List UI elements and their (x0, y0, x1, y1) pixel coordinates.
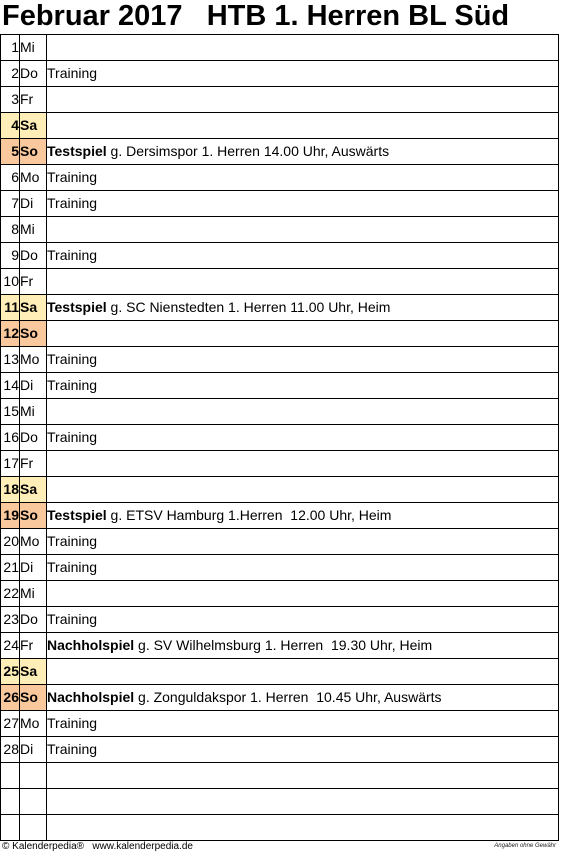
weekday: So (20, 139, 47, 165)
event-text: Training (47, 611, 98, 627)
event-text: Training (47, 65, 98, 81)
weekday: So (20, 685, 47, 711)
event-text: g. Zonguldakspor 1. Herren 10.45 Uhr, Auswärts (134, 689, 442, 705)
event-type: Testspiel (47, 507, 107, 523)
event-cell (47, 711, 559, 737)
weekday: Sa (20, 295, 47, 321)
day-number (1, 763, 20, 789)
day-number (1, 789, 20, 815)
weekday: Di (20, 555, 47, 581)
calendar-row (1, 347, 559, 373)
calendar-row (1, 139, 559, 165)
calendar-row (1, 191, 559, 217)
day-number: 4 (1, 113, 20, 139)
event-cell (47, 737, 559, 763)
event-text: g. SV Wilhelmsburg 1. Herren 19.30 Uhr, Heim (134, 637, 433, 653)
event-cell (47, 399, 559, 425)
event-cell (47, 477, 559, 503)
calendar-row (1, 815, 559, 841)
event-cell (47, 763, 559, 789)
day-number: 19 (1, 503, 20, 529)
weekday: Fr (20, 87, 47, 113)
calendar-row (1, 633, 559, 659)
calendar-row (1, 711, 559, 737)
event-text: Training (47, 247, 98, 263)
event-cell (47, 347, 559, 373)
calendar-row (1, 269, 559, 295)
weekday (20, 763, 47, 789)
event-type: Testspiel (47, 143, 107, 159)
calendar-row (1, 61, 559, 87)
event-cell (47, 191, 559, 217)
weekday: Fr (20, 269, 47, 295)
day-number: 22 (1, 581, 20, 607)
event-text: Training (47, 169, 98, 185)
day-number: 16 (1, 425, 20, 451)
calendar-row (1, 35, 559, 61)
calendar-row (1, 451, 559, 477)
event-text: g. SC Nienstedten 1. Herren 11.00 Uhr, Heim (106, 299, 391, 315)
calendar-row (1, 87, 559, 113)
weekday: Do (20, 243, 47, 269)
day-number: 15 (1, 399, 20, 425)
event-text: Training (47, 195, 98, 211)
event-cell (47, 685, 559, 711)
calendar-row (1, 217, 559, 243)
calendar-row (1, 659, 559, 685)
event-cell (47, 113, 559, 139)
event-text: Training (47, 741, 98, 757)
event-cell (47, 269, 559, 295)
event-cell (47, 139, 559, 165)
event-text: Training (47, 377, 98, 393)
day-number: 25 (1, 659, 20, 685)
event-cell (47, 373, 559, 399)
event-cell (47, 61, 559, 87)
event-cell (47, 217, 559, 243)
event-type: Testspiel (47, 299, 107, 315)
weekday: Mo (20, 711, 47, 737)
calendar-row (1, 425, 559, 451)
weekday: So (20, 503, 47, 529)
weekday: Mo (20, 347, 47, 373)
weekday: Di (20, 737, 47, 763)
weekday: Sa (20, 477, 47, 503)
day-number: 18 (1, 477, 20, 503)
event-cell (47, 581, 559, 607)
weekday: Fr (20, 451, 47, 477)
calendar-row (1, 763, 559, 789)
day-number: 6 (1, 165, 20, 191)
weekday: Di (20, 373, 47, 399)
event-text: Training (47, 533, 98, 549)
calendar-row (1, 373, 559, 399)
event-cell (47, 295, 559, 321)
weekday: Do (20, 61, 47, 87)
day-number: 5 (1, 139, 20, 165)
day-number: 9 (1, 243, 20, 269)
day-number: 23 (1, 607, 20, 633)
weekday (20, 815, 47, 841)
calendar-row (1, 581, 559, 607)
event-text: Training (47, 429, 98, 445)
event-type: Nachholspiel (47, 689, 135, 705)
calendar-row (1, 477, 559, 503)
weekday: Do (20, 425, 47, 451)
event-text: g. Dersimspor 1. Herren 14.00 Uhr, Auswärts (106, 143, 390, 159)
day-number: 20 (1, 529, 20, 555)
day-number: 28 (1, 737, 20, 763)
calendar-row (1, 399, 559, 425)
calendar-table (0, 34, 559, 841)
day-number: 3 (1, 87, 20, 113)
event-cell (47, 659, 559, 685)
day-number (1, 815, 20, 841)
footer-disclaimer: Angaben ohne Gewähr (494, 843, 556, 849)
calendar-row (1, 113, 559, 139)
calendar-row (1, 503, 559, 529)
day-number: 26 (1, 685, 20, 711)
calendar-row (1, 555, 559, 581)
calendar-row (1, 295, 559, 321)
calendar-row (1, 737, 559, 763)
event-cell (47, 243, 559, 269)
event-cell (47, 789, 559, 815)
day-number: 11 (1, 295, 20, 321)
event-cell (47, 529, 559, 555)
day-number: 12 (1, 321, 20, 347)
calendar-row (1, 685, 559, 711)
weekday: Sa (20, 113, 47, 139)
event-cell (47, 633, 559, 659)
page-title: Februar 2017 HTB 1. Herren BL Süd (2, 0, 510, 32)
event-type: Nachholspiel (47, 637, 135, 653)
day-number: 21 (1, 555, 20, 581)
event-cell (47, 35, 559, 61)
weekday: So (20, 321, 47, 347)
event-text: Training (47, 351, 98, 367)
calendar-row (1, 243, 559, 269)
calendar-row (1, 321, 559, 347)
event-cell (47, 165, 559, 191)
event-cell (47, 425, 559, 451)
event-cell (47, 555, 559, 581)
day-number: 14 (1, 373, 20, 399)
weekday: Sa (20, 659, 47, 685)
calendar-row (1, 789, 559, 815)
weekday: Mi (20, 581, 47, 607)
event-text: g. ETSV Hamburg 1.Herren 12.00 Uhr, Heim (106, 507, 392, 523)
day-number: 2 (1, 61, 20, 87)
day-number: 10 (1, 269, 20, 295)
day-number: 17 (1, 451, 20, 477)
weekday: Do (20, 607, 47, 633)
weekday: Mo (20, 529, 47, 555)
calendar-row (1, 607, 559, 633)
day-number: 1 (1, 35, 20, 61)
day-number: 27 (1, 711, 20, 737)
weekday (20, 789, 47, 815)
event-cell (47, 87, 559, 113)
event-cell (47, 503, 559, 529)
weekday: Mi (20, 217, 47, 243)
event-cell (47, 607, 559, 633)
weekday: Mi (20, 399, 47, 425)
calendar-row (1, 529, 559, 555)
weekday: Mo (20, 165, 47, 191)
calendar-row (1, 165, 559, 191)
event-text: Training (47, 559, 98, 575)
weekday: Di (20, 191, 47, 217)
footer-copyright: © Kalenderpedia® www.kalenderpedia.de (2, 841, 193, 852)
event-cell (47, 815, 559, 841)
event-text: Training (47, 715, 98, 731)
event-cell (47, 321, 559, 347)
day-number: 24 (1, 633, 20, 659)
event-cell (47, 451, 559, 477)
weekday: Mi (20, 35, 47, 61)
calendar-body (1, 35, 559, 841)
day-number: 7 (1, 191, 20, 217)
weekday: Fr (20, 633, 47, 659)
day-number: 8 (1, 217, 20, 243)
day-number: 13 (1, 347, 20, 373)
